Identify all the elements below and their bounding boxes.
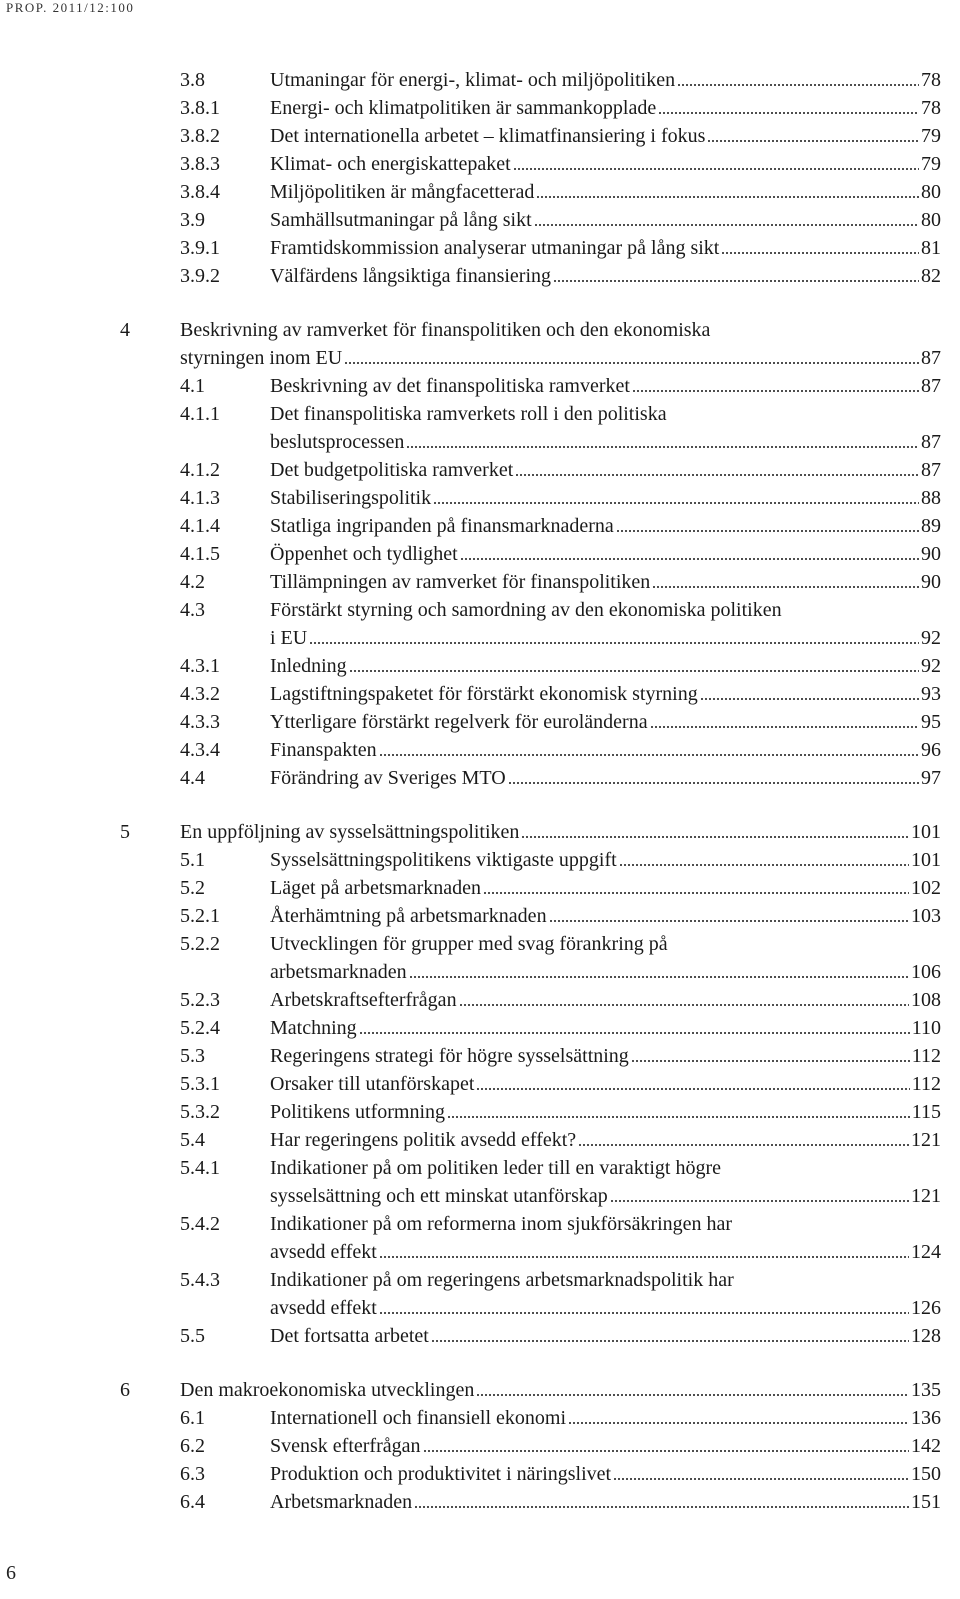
toc-entry-page: 90	[921, 571, 941, 593]
toc-entry[interactable]	[0, 1154, 960, 1182]
toc-entry-title: Indikationer på om regeringens arbetsmarknadspolitik har	[270, 1269, 734, 1291]
toc-entry-title: Sysselsättningspolitikens viktigaste uppgift	[270, 849, 617, 871]
toc-entry[interactable]	[0, 1098, 960, 1126]
toc-entry-page: 151	[911, 1491, 941, 1513]
dot-leader	[309, 624, 919, 652]
toc-entry[interactable]	[0, 484, 960, 512]
dot-leader	[423, 1432, 910, 1460]
dot-leader	[344, 344, 919, 372]
toc-entry-number: 6.2	[180, 1435, 205, 1457]
toc-entry-page: 135	[911, 1379, 941, 1401]
toc-entry-title: Statliga ingripanden på finansmarknaderna	[270, 515, 614, 537]
toc-entry-title: Svensk efterfrågan	[270, 1435, 421, 1457]
toc-entry[interactable]	[0, 1210, 960, 1238]
toc-entry[interactable]	[0, 1266, 960, 1294]
toc-entry-title: Välfärdens långsiktiga finansiering	[270, 265, 552, 287]
toc-entry-page: 101	[911, 849, 941, 871]
toc-entry-page: 93	[921, 683, 941, 705]
toc-entry[interactable]	[0, 930, 960, 958]
toc-entry[interactable]	[0, 456, 960, 484]
toc-entry[interactable]	[0, 178, 960, 206]
toc-entry-number: 4.1.5	[180, 543, 220, 565]
toc-entry-number: 3.9	[180, 209, 205, 231]
toc-entry[interactable]	[0, 1488, 960, 1516]
dot-leader	[677, 66, 919, 94]
toc-entry-page: 150	[911, 1463, 941, 1485]
toc-entry-page: 95	[921, 711, 941, 733]
toc-entry-page: 102	[911, 877, 941, 899]
dot-leader	[379, 1294, 909, 1322]
dot-leader	[658, 94, 919, 122]
toc-entry-page: 126	[911, 1297, 941, 1319]
toc-entry[interactable]	[0, 652, 960, 680]
toc-entry-number: 5.2.3	[180, 989, 220, 1011]
toc-entry-title: Utvecklingen för grupper med svag förankring på	[270, 933, 668, 955]
toc-entry-page: 97	[921, 767, 941, 789]
toc-entry-number: 5.2	[180, 877, 205, 899]
toc-entry-title: styrningen inom EU	[180, 347, 343, 369]
toc-entry-page: 112	[911, 1073, 941, 1095]
dot-leader	[613, 1460, 909, 1488]
toc-entry-page: 87	[921, 459, 941, 481]
toc-entry[interactable]	[0, 150, 960, 178]
dot-leader	[379, 1238, 909, 1266]
dot-leader	[610, 1182, 909, 1210]
toc-entry-page: 92	[921, 655, 941, 677]
toc-entry[interactable]	[0, 262, 960, 290]
toc-entry-number: 5.5	[180, 1325, 205, 1347]
toc-entry-title: Regeringens strategi för högre sysselsättning	[270, 1045, 629, 1067]
toc-entry[interactable]	[0, 874, 960, 902]
toc-entry[interactable]	[0, 1182, 960, 1210]
toc-entry-page: 101	[911, 821, 941, 843]
dot-leader	[513, 150, 919, 178]
toc-entry-title: Ytterligare förstärkt regelverk för euroländerna	[270, 711, 648, 733]
toc-entry[interactable]	[0, 764, 960, 792]
toc-entry[interactable]	[0, 94, 960, 122]
toc-entry-number: 3.8.4	[180, 181, 220, 203]
toc-entry-page: 79	[921, 125, 941, 147]
toc-entry[interactable]	[0, 66, 960, 94]
dot-leader	[578, 1126, 909, 1154]
dot-leader	[700, 680, 919, 708]
toc-entry-number: 5.3	[180, 1045, 205, 1067]
toc-entry-number: 5.3.1	[180, 1073, 220, 1095]
dot-leader	[409, 958, 909, 986]
dot-leader	[483, 874, 909, 902]
toc-entry-page: 121	[911, 1129, 941, 1151]
dot-leader	[447, 1098, 910, 1126]
toc-entry-number: 3.8.3	[180, 153, 220, 175]
toc-entry[interactable]	[0, 344, 960, 372]
toc-entry-title: Förstärkt styrning och samordning av den ekonomiska politiken	[270, 599, 782, 621]
toc-entry-number: 4.1.3	[180, 487, 220, 509]
toc-entry-title: Beskrivning av ramverket för finanspolitiken och den ekonomiska	[180, 319, 711, 341]
toc-entry[interactable]	[0, 1376, 960, 1404]
dot-leader	[721, 234, 919, 262]
toc-entry-title: Tillämpningen av ramverket för finanspolitiken	[270, 571, 651, 593]
toc-entry-page: 110	[911, 1017, 941, 1039]
toc-entry-number: 5.2.1	[180, 905, 220, 927]
toc-entry[interactable]	[0, 1014, 960, 1042]
toc-entry[interactable]	[0, 986, 960, 1014]
toc-entry[interactable]	[0, 1432, 960, 1460]
toc-entry[interactable]	[0, 568, 960, 596]
toc-entry-number: 5.2.2	[180, 933, 220, 955]
dot-leader	[536, 178, 919, 206]
toc-entry-page: 108	[911, 989, 941, 1011]
toc-entry-title: Det finanspolitiska ramverkets roll i den politiska	[270, 403, 667, 425]
toc-entry-title: Politikens utformning	[270, 1101, 445, 1123]
toc-entry[interactable]	[0, 316, 960, 344]
toc-entry-page: 112	[911, 1045, 941, 1067]
toc-entry-number: 4.1.4	[180, 515, 220, 537]
toc-entry-number: 3.8.2	[180, 125, 220, 147]
toc-entry-page: 87	[921, 347, 941, 369]
toc-entry-title: sysselsättning och ett minskat utanförskap	[270, 1185, 608, 1207]
toc-entry-number: 4.3.2	[180, 683, 220, 705]
dot-leader	[521, 818, 909, 846]
dot-leader	[553, 262, 919, 290]
toc-entry-number: 5.4.2	[180, 1213, 220, 1235]
toc-entry[interactable]	[0, 680, 960, 708]
toc-entry-number: 4	[120, 319, 130, 341]
toc-entry-page: 128	[911, 1325, 941, 1347]
toc-entry-page: 80	[921, 209, 941, 231]
toc-entry-page: 106	[911, 961, 941, 983]
toc-entry-page: 89	[921, 515, 941, 537]
toc-entry-title: Läget på arbetsmarknaden	[270, 877, 482, 899]
dot-leader	[616, 512, 919, 540]
toc-entry-title: Samhällsutmaningar på lång sikt	[270, 209, 532, 231]
toc-entry[interactable]	[0, 1070, 960, 1098]
dot-leader	[549, 902, 909, 930]
dot-leader	[460, 540, 919, 568]
dot-leader	[349, 652, 919, 680]
toc-entry-title: beslutsprocessen	[270, 431, 405, 453]
running-head: PROP. 2011/12:100	[6, 0, 135, 15]
toc-entry-page: 142	[911, 1435, 941, 1457]
toc-entry[interactable]	[0, 1238, 960, 1266]
toc-entry-number: 4.3	[180, 599, 205, 621]
dot-leader	[534, 206, 919, 234]
toc-entry-title: arbetsmarknaden	[270, 961, 407, 983]
dot-leader	[359, 1014, 910, 1042]
toc-entry-title: Matchning	[270, 1017, 357, 1039]
dot-leader	[568, 1404, 909, 1432]
dot-leader	[414, 1488, 909, 1516]
toc-entry-number: 5	[120, 821, 130, 843]
dot-leader	[619, 846, 909, 874]
toc-entry-title: Stabiliseringspolitik	[270, 487, 432, 509]
toc-entry-title: Den makroekonomiska utvecklingen	[180, 1379, 475, 1401]
toc-entry-title: Finanspakten	[270, 739, 377, 761]
toc-entry-page: 81	[921, 237, 941, 259]
dot-leader	[631, 1042, 910, 1070]
toc-entry-title: En uppföljning av sysselsättningspolitiken	[180, 821, 520, 843]
toc-entry-number: 4.4	[180, 767, 205, 789]
toc-entry-number: 5.3.2	[180, 1101, 220, 1123]
toc-entry[interactable]	[0, 958, 960, 986]
dot-leader	[508, 764, 919, 792]
toc-entry-title: Produktion och produktivitet i näringslivet	[270, 1463, 612, 1485]
toc-entry-page: 78	[921, 97, 941, 119]
toc-entry-number: 3.8	[180, 69, 205, 91]
toc-entry-number: 3.8.1	[180, 97, 220, 119]
toc-entry[interactable]	[0, 1322, 960, 1350]
toc-entry[interactable]	[0, 736, 960, 764]
toc-entry-number: 4.3.4	[180, 739, 220, 761]
toc-entry[interactable]	[0, 902, 960, 930]
toc-entry-title: Lagstiftningspaketet för förstärkt ekonomisk styrning	[270, 683, 698, 705]
toc-entry-title: Beskrivning av det finanspolitiska ramverket	[270, 375, 630, 397]
toc-entry[interactable]	[0, 400, 960, 428]
toc-entry-number: 4.1.1	[180, 403, 220, 425]
toc-entry-page: 124	[911, 1241, 941, 1263]
toc-entry[interactable]	[0, 1404, 960, 1432]
toc-entry-page: 121	[911, 1185, 941, 1207]
toc-entry-number: 4.2	[180, 571, 205, 593]
toc-entry-page: 103	[911, 905, 941, 927]
toc-entry-page: 136	[911, 1407, 941, 1429]
toc-entry-title: Förändring av Sveriges MTO	[270, 767, 506, 789]
toc-entry-title: Arbetskraftsefterfrågan	[270, 989, 457, 1011]
toc-entry-title: Miljöpolitiken är mångfacetterad	[270, 181, 535, 203]
toc-entry-title: Energi- och klimatpolitiken är sammankopplade	[270, 97, 657, 119]
toc-entry[interactable]	[0, 1126, 960, 1154]
toc-entry[interactable]	[0, 540, 960, 568]
toc-entry-page: 79	[921, 153, 941, 175]
toc-entry-number: 3.9.1	[180, 237, 220, 259]
toc-entry-title: Indikationer på om politiken leder till en varaktigt högre	[270, 1157, 721, 1179]
toc-entry-page: 80	[921, 181, 941, 203]
toc-entry-title: avsedd effekt	[270, 1241, 377, 1263]
toc-entry[interactable]	[0, 708, 960, 736]
dot-leader	[476, 1376, 909, 1404]
toc-entry-page: 87	[921, 375, 941, 397]
dot-leader	[650, 708, 919, 736]
toc-entry-number: 5.1	[180, 849, 205, 871]
dot-leader	[652, 568, 919, 596]
dot-leader	[406, 428, 919, 456]
toc-entry-title: avsedd effekt	[270, 1297, 377, 1319]
toc-entry[interactable]	[0, 624, 960, 652]
toc-entry-number: 4.3.3	[180, 711, 220, 733]
toc-entry-title: Inledning	[270, 655, 347, 677]
toc-entry[interactable]	[0, 372, 960, 400]
toc-entry-page: 87	[921, 431, 941, 453]
toc-entry-title: Öppenhet och tydlighet	[270, 543, 458, 565]
toc-entry-title: Det internationella arbetet – klimatfinansiering i fokus	[270, 125, 706, 147]
toc-entry[interactable]	[0, 428, 960, 456]
toc-entry-title: Det fortsatta arbetet	[270, 1325, 429, 1347]
dot-leader	[431, 1322, 909, 1350]
dot-leader	[459, 986, 909, 1014]
toc-entry-page: 88	[921, 487, 941, 509]
toc-entry-page: 78	[921, 69, 941, 91]
toc-entry-number: 5.4	[180, 1129, 205, 1151]
toc-entry-number: 6.1	[180, 1407, 205, 1429]
toc-entry[interactable]	[0, 1460, 960, 1488]
toc-entry-page: 92	[921, 627, 941, 649]
toc-entry-title: i EU	[270, 627, 308, 649]
toc-entry-page: 90	[921, 543, 941, 565]
dot-leader	[632, 372, 919, 400]
toc-entry-number: 3.9.2	[180, 265, 220, 287]
toc-entry[interactable]	[0, 206, 960, 234]
toc-entry-number: 4.3.1	[180, 655, 220, 677]
dot-leader	[433, 484, 919, 512]
toc-entry-page: 115	[911, 1101, 941, 1123]
toc-entry[interactable]	[0, 234, 960, 262]
toc-entry-number: 4.1	[180, 375, 205, 397]
toc-entry-number: 6.3	[180, 1463, 205, 1485]
toc-entry-title: Klimat- och energiskattepaket	[270, 153, 511, 175]
toc-entry-page: 96	[921, 739, 941, 761]
toc-entry[interactable]	[0, 512, 960, 540]
toc-entry[interactable]	[0, 596, 960, 624]
toc-entry-title: Framtidskommission analyserar utmaningar på lång sikt	[270, 237, 720, 259]
toc-entry-title: Internationell och finansiell ekonomi	[270, 1407, 567, 1429]
dot-leader	[707, 122, 919, 150]
toc-entry-number: 5.4.3	[180, 1269, 220, 1291]
toc-entry[interactable]	[0, 818, 960, 846]
toc-entry-title: Det budgetpolitiska ramverket	[270, 459, 514, 481]
toc-entry[interactable]	[0, 1042, 960, 1070]
toc-entry-title: Utmaningar för energi-, klimat- och miljöpolitiken	[270, 69, 676, 91]
dot-leader	[476, 1070, 909, 1098]
toc-entry-number: 6	[120, 1379, 130, 1401]
toc-entry-number: 5.4.1	[180, 1157, 220, 1179]
toc-entry-title: Återhämtning på arbetsmarknaden	[270, 905, 547, 927]
dot-leader	[379, 736, 919, 764]
toc-entry[interactable]	[0, 846, 960, 874]
toc-entry-number: 4.1.2	[180, 459, 220, 481]
toc-entry[interactable]	[0, 1294, 960, 1322]
toc-entry-title: Har regeringens politik avsedd effekt?	[270, 1129, 577, 1151]
toc-entry-title: Orsaker till utanförskapet	[270, 1073, 475, 1095]
page-number: 6	[6, 1562, 16, 1584]
toc-entry-title: Indikationer på om reformerna inom sjukförsäkringen har	[270, 1213, 733, 1235]
toc-entry-number: 5.2.4	[180, 1017, 220, 1039]
toc-entry-title: Arbetsmarknaden	[270, 1491, 413, 1513]
toc-entry-page: 82	[921, 265, 941, 287]
toc-entry-number: 6.4	[180, 1491, 205, 1513]
toc-entry[interactable]	[0, 122, 960, 150]
dot-leader	[515, 456, 919, 484]
